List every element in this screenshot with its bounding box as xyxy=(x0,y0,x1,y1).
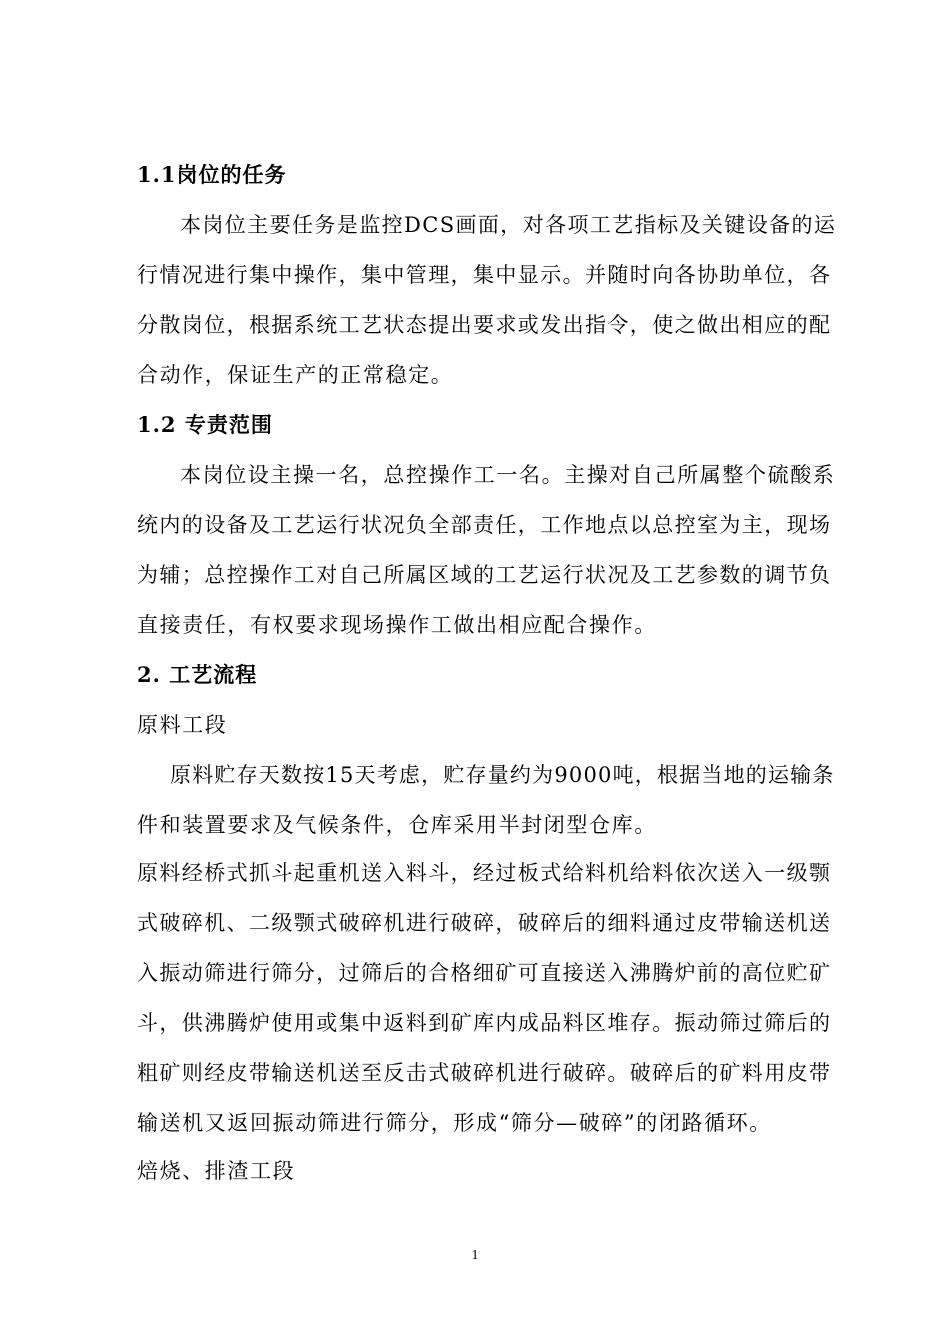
paragraph-line: 斗，供沸腾炉使用或集中返料到矿库内成品料区堆存。振动筛过筛后的 xyxy=(137,1011,832,1035)
paragraph-line: 输送机又返回振动筛进行筛分，形成“筛分—破碎”的闭路循环。 xyxy=(137,1111,772,1135)
paragraph-line: 直接责任，有权要求现场操作工做出相应配合操作。 xyxy=(137,613,657,637)
paragraph-line: 原料贮存天数按15天考虑，贮存量约为9000吨，根据当地的运输条 xyxy=(170,763,835,787)
paragraph-line: 统内的设备及工艺运行状况负全部责任，工作地点以总控室为主，现场 xyxy=(137,513,832,537)
paragraph-line: 为辅；总控操作工对自己所属区域的工艺运行状况及工艺参数的调节负 xyxy=(137,563,832,587)
paragraph-line: 粗矿则经皮带输送机送至反击式破碎机进行破碎。破碎后的矿料用皮带 xyxy=(137,1061,832,1085)
section-heading-1-2: 1.2 专责范围 xyxy=(137,412,273,437)
page-number: 1 xyxy=(471,1248,479,1263)
paragraph-line: 件和装置要求及气候条件，仓库采用半封闭型仓库。 xyxy=(137,813,657,837)
subsection-heading: 原料工段 xyxy=(137,713,228,737)
section-heading-1-1: 1.1岗位的任务 xyxy=(137,162,287,187)
paragraph-line: 本岗位主要任务是监控DCS画面，对各项工艺指标及关键设备的运 xyxy=(180,213,837,237)
paragraph-line: 分散岗位，根据系统工艺状态提出要求或发出指令，使之做出相应的配 xyxy=(137,313,832,337)
subsection-heading: 焙烧、排渣工段 xyxy=(137,1159,296,1183)
section-heading-2: 2. 工艺流程 xyxy=(137,662,258,687)
paragraph-line: 入振动筛进行筛分，过筛后的合格细矿可直接送入沸腾炉前的高位贮矿 xyxy=(137,961,832,985)
paragraph-line: 原料经桥式抓斗起重机送入料斗，经过板式给料机给料依次送入一级颚 xyxy=(137,861,832,885)
paragraph-line: 合动作，保证生产的正常稳定。 xyxy=(137,363,454,387)
paragraph-line: 式破碎机、二级颚式破碎机进行破碎，破碎后的细料通过皮带输送机送 xyxy=(137,911,832,935)
paragraph-line: 行情况进行集中操作，集中管理，集中显示。并随时向各协助单位，各 xyxy=(137,263,832,287)
paragraph-line: 本岗位设主操一名，总控操作工一名。主操对自己所属整个硫酸系 xyxy=(180,463,836,487)
